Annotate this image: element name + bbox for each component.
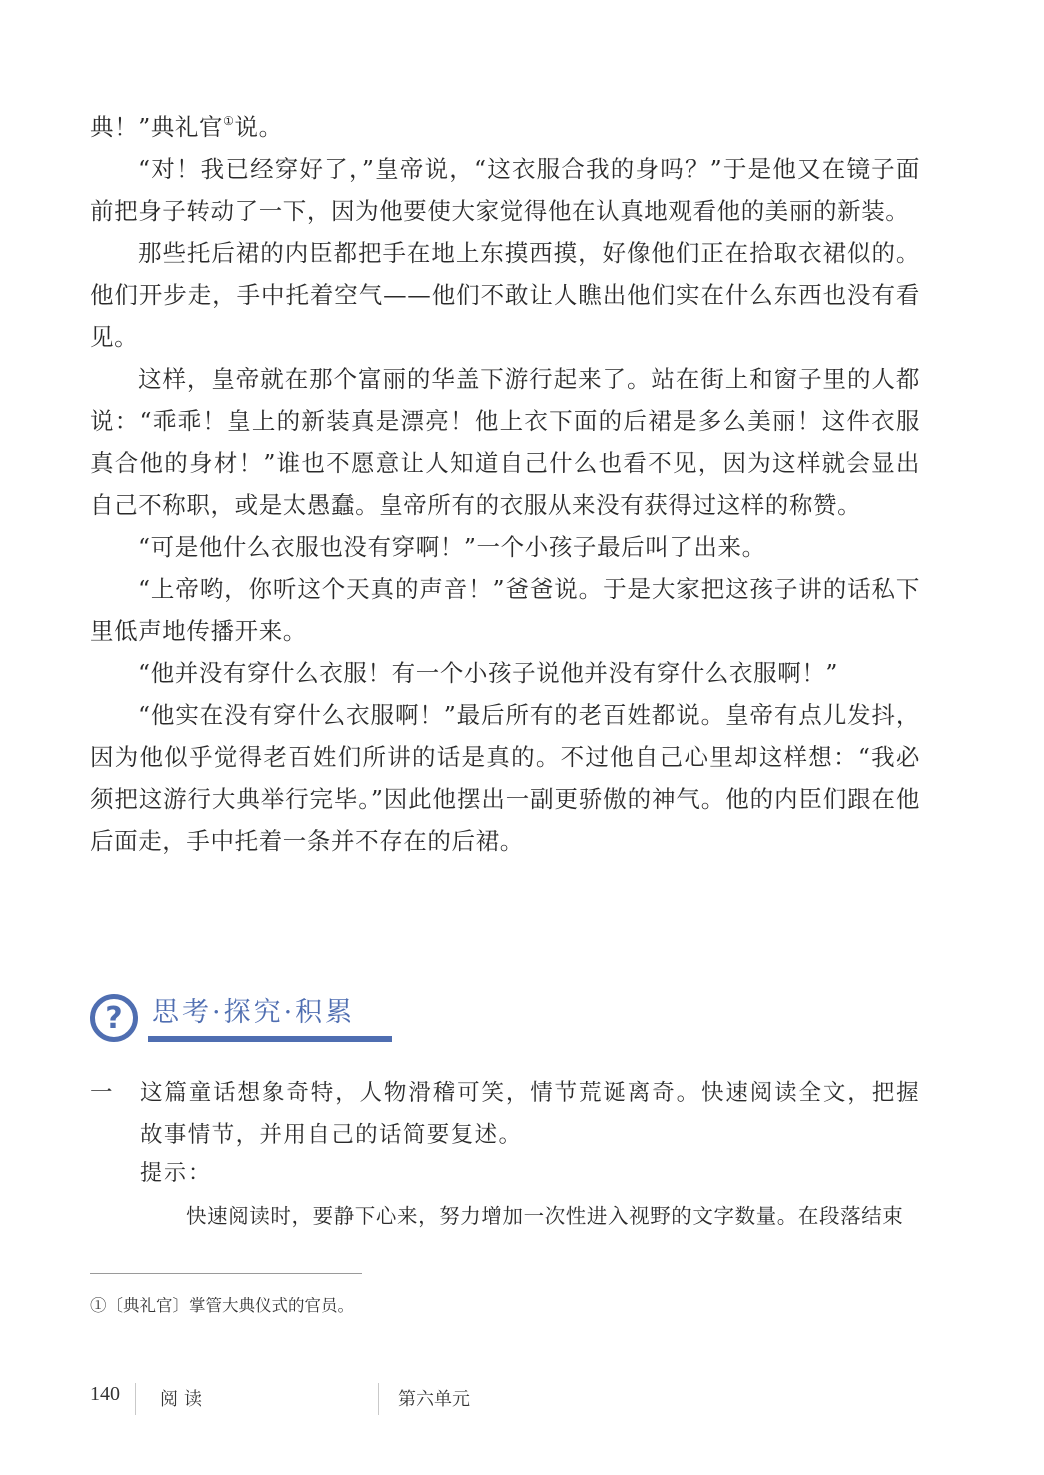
section-header [90, 990, 395, 1048]
footnote-divider [90, 1273, 362, 1274]
question-1 [90, 1072, 920, 1156]
section-underline [148, 1036, 392, 1042]
footer-divider-1 [135, 1383, 136, 1415]
paragraph-5: “可是他什么衣服也没有穿啊！”一个小孩子最后叫了出来。 [138, 533, 766, 561]
paragraph-1 [90, 106, 920, 148]
paragraph-7: “他并没有穿什么衣服！有一个小孩子说他并没有穿什么衣服啊！” [138, 659, 839, 687]
section-title: 思考·探究·积累 [152, 997, 356, 1028]
hint-text: 快速阅读时，要静下心来，努力增加一次性进入视野的文字数量。在段落结束 [186, 1204, 904, 1228]
question-mark-glyph: ? [105, 1000, 123, 1036]
paragraph-1-end: 说。 [234, 113, 283, 141]
page-number: 140 [90, 1383, 120, 1405]
footnote-1: ①〔典礼官〕掌管大典仪式的官员。 [90, 1296, 354, 1315]
question-1-text: 这篇童话想象奇特，人物滑稽可笑，情节荒诞离奇。快速阅读全文，把握故事情节，并用自己的话简要复述。 [140, 1080, 920, 1148]
footnote-ref-1[interactable]: ① [223, 114, 235, 128]
question-mark-icon [90, 994, 138, 1042]
question-1-number: 一 [90, 1080, 114, 1106]
paragraph-3: 那些托后裙的内臣都把手在地上东摸西摸，好像他们正在拾取衣裙似的。他们开步走，手中托着空气——他们不敢让人瞧出他们实在什么东西也没有看见。 [90, 239, 920, 351]
paragraph-1-text: 典！”典礼官 [90, 113, 224, 141]
paragraph-2: “对！我已经穿好了，”皇帝说，“这衣服合我的身吗？”于是他又在镜子面前把身子转动了一下，因为他要使大家觉得他在认真地观看他的美丽的新装。 [90, 155, 920, 225]
footer-section-label: 阅读 [160, 1389, 208, 1410]
paragraph-6: “上帝哟，你听这个天真的声音！”爸爸说。于是大家把这孩子讲的话私下里低声地传播开来。 [90, 575, 920, 645]
footer-divider-2 [378, 1383, 379, 1415]
paragraph-4: 这样，皇帝就在那个富丽的华盖下游行起来了。站在街上和窗子里的人都说：“乖乖！皇上的新装真是漂亮！他上衣下面的后裙是多么美丽！这件衣服真合他的身材！”谁也不愿意让人知道自己什么也看不见，因为这样就会显出自己不称职，或是太愚蠢。皇帝所有的衣服从来没有获得过这样的称赞。 [90, 365, 920, 519]
footer-unit-label: 第六单元 [398, 1389, 470, 1410]
paragraph-8: “他实在没有穿什么衣服啊！”最后所有的老百姓都说。皇帝有点儿发抖，因为他似乎觉得老百姓们所讲的话是真的。不过他自己心里却这样想：“我必须把这游行大典举行完毕。”因此他摆出一副更骄傲的神气。他的内臣们跟在他后面走，手中托着一条并不存在的后裙。 [90, 701, 920, 855]
body-text [90, 106, 920, 862]
hint-label: 提示： [140, 1161, 213, 1186]
